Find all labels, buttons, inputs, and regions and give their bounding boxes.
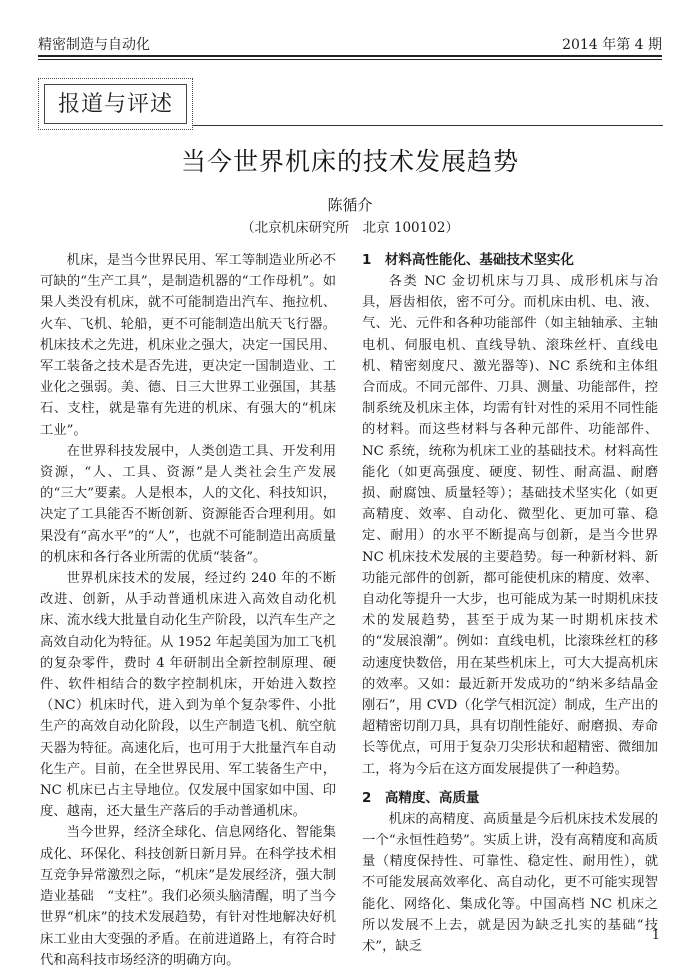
section-divider: [193, 125, 663, 126]
section-label-box: [38, 78, 193, 130]
article-title: 当今世界机床的技术发展趋势: [180, 147, 519, 176]
body-paragraph: 当今世界，经济全球化、信息网络化、智能集成化、环保化、科技创新日新月异。在科学技术相互竞争异常激烈之际，“机床”是发展经济，强大制造业基础 “支柱”。我们必须头脑清醒，明了当今世界“机床”的技术发展趋势，有针对性地解决好机床工业由大变强的矛盾。在前进道路上，有符合时代和高科技市场经济的明确方向。: [40, 825, 336, 968]
author-name: 陈循介: [327, 196, 373, 214]
body-paragraph: 机床，是当今世界民用、军工等制造业所必不可缺的“生产工具”，是制造机器的“工作母机”。如果人类没有机床，就不可能制造出汽车、拖拉机、火车、飞机、轮船，更不可能制造出航天飞行器。机床技术之先进，机床业之强大，决定一国民用、军工装备之技术是否先进，更决定一国制造业、工业化之强弱。美、德、日三大世界工业强国，其基石、支柱，就是靠有先进的机床、有强大的“机床工业”。: [40, 253, 336, 438]
journal-name: 精密制造与自动化: [38, 37, 150, 53]
header-rule-thin: [38, 59, 662, 60]
section-label: 报道与评述: [44, 84, 187, 124]
author-affiliation: （北京机床研究所 北京 100102）: [241, 220, 459, 236]
issue-label: 2014 年第 4 期: [562, 37, 662, 53]
section-1-heading: 1 材料高性能化、基础技术坚实化: [362, 252, 574, 268]
body-paragraph: 世界机床技术的发展，经过约 240 年的不断改进、创新，从手动普通机床进入高效自动化机床、流水线大批量自动化生产阶段，以汽车生产之高效自动化为特征。从 1952 年起美国为加工飞机的复杂零件，费时 4 年研制出全新控制原理、硬件、软件相结合的数字控制机床，开始进入数控（NC）机床时代，进入到为单个复杂零件、小批生产的高效自动化阶段，以生产制造飞机、航空航天器为特征。高速化后，也可用于大批量汽车自动化生产。目前，在全世界民用、军工装备生产中，NC 机床已占主导地位。仅发展中国家如中国、印度、越南，还大量生产落后的手动普通机床。: [40, 571, 336, 820]
running-header: [38, 30, 662, 56]
section-2-paragraph: 机床的高精度、高质量是今后机床技术发展的一个“永恒性趋势”。实质上讲，没有高精度和高质量（精度保持性、可靠性、稳定性、耐用性），就不可能发展高效率化、高自动化，更不可能实现智能化、网络化、集成化等。中国高档 NC 机床之所以发展不上去，就是因为缺乏扎实的基础“技术”，缺乏: [362, 811, 658, 955]
left-column: [40, 250, 336, 971]
body-paragraph: 在世界科技发展中，人类创造工具、开发利用资源，“人、工具、资源”是人类社会生产发展的“三大”要素。人是根本，人的文化、科技知识，决定了工具能否不断创新、资源能否合理利用。如果没有“高水平”的“人”，也就不可能制造出高质量的机床和各行各业所需的优质“装备”。: [40, 443, 336, 565]
right-column: [362, 250, 658, 957]
section-1-paragraph: 各类 NC 金切机床与刀具、成形机床与冶具，唇齿相依，密不可分。而机床由机、电、液、气、光、元件和各种功能部件（如主轴轴承、主轴电机、伺服电机、直线导轨、滚珠丝杆、直线电机、精密刻度尺、激光器等)、NC 系统和主体组合而成。不同元部件、刀具、测量、功能部件，控制系统及机床主体，均需有针对性的采用不同性能的材料。而这些材料与各种元部件、功能部件、NC 系统，统称为机床工业的基础技术。材料高性能化（如更高强度、硬度、韧性、耐高温、耐磨损、耐腐蚀、质量轻等）；基础技术坚实化（如更高精度、效率、自动化、微型化、更加可靠、稳定、耐用）的水平不断提高与创新，是当今世界 NC 机床技术发展的主要趋势。每一种新材料、新功能元部件的创新，都可能使机床的精度、效率、自动化等提升一大步，也可能成为某一时期机床技术的发展趋势，甚至于成为某一时期机床技术的“发展浪潮”。例如：直线电机，比滚珠丝杠的移动速度快数倍，用在某些机床上，可大大提高机床的效率。又如：最近新开发成功的“纳米多结晶金刚石”，用 CVD（化学气相沉淀）制成，生产出的超精密切削刀具，具有切削性能好、耐磨损、寿命长等优点，可用于复杂刀尖形状和超精密、微细加工，将为今后在这方面发展提供了一种趋势。: [362, 274, 658, 777]
section-2-heading: 2 高精度、高质量: [362, 789, 480, 806]
header-rule-thick: [38, 55, 662, 57]
page-number: 1: [651, 928, 660, 943]
